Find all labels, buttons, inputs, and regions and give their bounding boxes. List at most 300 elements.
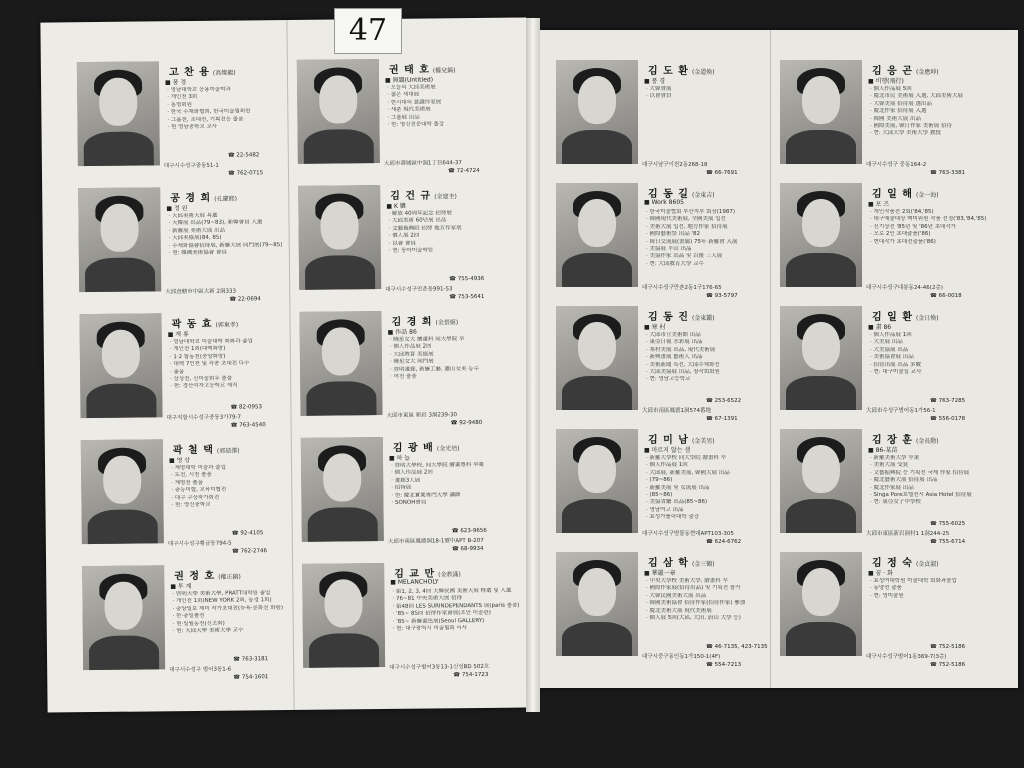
- career-line: · 신기상전 '85년 및 '86년 초대작가: [870, 224, 1016, 231]
- artist-photo: [78, 187, 161, 292]
- career-line: · 영남여고 出品: [646, 507, 792, 514]
- right-page: [534, 30, 1018, 688]
- career-line: · 慶北作家展 出品: [870, 485, 1016, 492]
- career-line: · 新興畫展 藝術人 出品: [646, 354, 792, 361]
- career-line: · 招待出展 出品 多數: [870, 362, 1016, 369]
- artist-address: 대구시수성구만촌동991-53: [385, 286, 453, 293]
- artist-entry: [556, 552, 792, 676]
- career-line: · 현: 大邱大學 美術大學 교수: [173, 627, 319, 636]
- artist-name: [170, 189, 237, 205]
- career-line: · 大邱美術大展 특選: [168, 212, 314, 221]
- career-line: · 慶北美術大展 現代美術展: [646, 608, 792, 615]
- page-number: 47: [334, 8, 402, 54]
- artist-entry: [556, 60, 792, 184]
- artist-address: 대구시수성구중동51-1: [163, 162, 219, 170]
- phone-number: ☎ 554-7213: [706, 662, 741, 668]
- artwork-title: ■ K 孃: [386, 201, 406, 210]
- artwork-title: ■ 포 즈: [868, 199, 889, 208]
- career-line: · 曉星女大 同門展: [390, 358, 536, 367]
- career-list: [172, 590, 318, 636]
- career-line: · 오늘의 大邱美術展: [387, 83, 533, 92]
- career-line: · 1·2 합동전(중앙화랑): [170, 353, 316, 362]
- artist-name: [171, 315, 238, 331]
- artwork-title: ■ 華嚴一章: [644, 568, 676, 577]
- career-line: · 個人展 2回: [389, 232, 535, 241]
- career-line: · 招待展: [391, 484, 537, 493]
- career-line: · 美協省廳 出品(85~86): [646, 499, 792, 506]
- career-line: · 현 영남중학교 교사: [167, 123, 313, 132]
- artwork-title: ■ Work 8605: [644, 199, 684, 206]
- artist-photo: [556, 306, 638, 410]
- artist-entry: [780, 429, 1016, 553]
- artist-name: [648, 431, 715, 446]
- career-line: · 韓國 美術大展 出品: [870, 116, 1016, 123]
- career-line: · SONOH會員: [391, 498, 537, 507]
- artist-entry: [556, 306, 792, 430]
- artist-entry: [299, 309, 536, 435]
- career-line: · 東亞日報 水彩展 出品: [646, 339, 792, 346]
- phone-number: ☎ 755-6714: [930, 539, 965, 545]
- artist-name: [648, 308, 715, 323]
- artist-entry: [298, 183, 535, 309]
- artist-entry: [81, 438, 318, 564]
- career-line: · 현: 동아미술학원: [389, 246, 535, 255]
- career-list: [870, 455, 1016, 507]
- artist-photo: [780, 306, 862, 410]
- phone-number: ☎ 68-9934: [452, 546, 484, 552]
- artwork-title: ■ MELANCHOLY: [390, 578, 438, 586]
- artist-entry: [780, 552, 1016, 676]
- phone-number: ☎ 92-4105: [232, 530, 264, 536]
- career-line: · 그룹전, 초대전, 기획전등 출품: [167, 115, 313, 124]
- artist-name-hanja: (金東鎭): [691, 315, 715, 322]
- artist-name-text: 김 경 희: [391, 316, 433, 328]
- artist-address: 대구시중구동인동1가150-1(4F): [642, 654, 721, 660]
- artist-name: [169, 63, 236, 79]
- artist-address: 大邱直轄市中區大新 2洞333: [165, 288, 237, 296]
- career-list: [390, 335, 536, 381]
- artist-name-hanja: (金道煥): [691, 69, 715, 76]
- career-line: · 새춘 現代美術展: [387, 106, 533, 115]
- artist-address: 대구시수성구범물동현대APT103-305: [642, 531, 734, 537]
- career-line: · (79~86): [646, 477, 792, 484]
- career-list: [870, 209, 1016, 246]
- artist-name: [173, 441, 240, 457]
- book-gutter: [526, 18, 540, 712]
- artist-photo: [77, 61, 160, 166]
- artist-name-text: 김 장 훈: [872, 435, 913, 446]
- phone-number: ☎ 754-1601: [233, 674, 268, 680]
- phone-number: ☎ 762-2746: [232, 548, 267, 554]
- career-line: · 慶北市民 美術展 入選, 大邱美術大展: [870, 93, 1016, 100]
- career-line: · 韓日交流展(畫廊) 75年 新羅會 入展: [646, 239, 792, 246]
- artist-name: [390, 186, 457, 202]
- career-line: · 대백 7인전 및 각종 초대전 다수: [170, 360, 316, 369]
- career-line: · 상상전, 신미술회우 출품: [170, 375, 316, 384]
- artist-name-text: 김 미 남: [648, 435, 689, 446]
- career-line: · 個人作品展 5回: [870, 86, 1016, 93]
- career-line: · 영남대학교 미술대학 회화과 졸업: [170, 338, 316, 347]
- career-line: · 畫廊3人展: [391, 476, 537, 485]
- artist-entry: [82, 564, 319, 690]
- career-line: · 현대작가 초대전출품('86): [870, 239, 1016, 246]
- career-line: · 個人作品展 1回: [870, 332, 1016, 339]
- career-line: · 현: 영신전문대학 출강: [387, 120, 533, 129]
- career-line: · 大邱展, 新羅美展, 韓國大展 出品: [646, 470, 792, 477]
- career-line: · 解放 40周年記念 招待展: [388, 209, 534, 218]
- artwork-title: ■ 畫 86: [868, 322, 891, 331]
- career-line: · 大邱市立美術館 出品: [646, 332, 792, 339]
- career-line: · 文藝振興院 招待 地方作家展: [389, 224, 535, 233]
- artist-name-text: 김 건 규: [390, 190, 432, 202]
- phone-number: ☎ 763-3381: [930, 170, 965, 176]
- artist-photo: [556, 60, 638, 164]
- phone-number: ☎ 763-4540: [231, 422, 266, 428]
- career-line: · 啓明畫廊, 新羅工藝, 靈山女美 등수: [390, 365, 536, 374]
- career-line: · 출품: [170, 367, 316, 376]
- career-line: · 영남대학교 응용미술학과: [167, 86, 313, 95]
- career-line: · 현: 대구미술실 교사: [870, 369, 1016, 376]
- career-line: · 동명회원: [167, 101, 313, 110]
- artist-address: 대구시수성구황금동794-5: [167, 540, 232, 548]
- artist-photo: [556, 183, 638, 287]
- artist-address: 대구시수성구 범어3동1-6: [169, 666, 232, 674]
- phone-number: ☎ 22-0694: [229, 296, 261, 302]
- artist-address: 대구시수성구 중동164-2: [866, 162, 927, 168]
- artist-address: 大邱市南區鳳德洞18-1號中APT B-207: [387, 537, 484, 545]
- career-line: · 曉星女大 繪畫科 同大學院 卒: [390, 335, 536, 344]
- artist-photo: [302, 563, 385, 668]
- career-list: [167, 86, 313, 132]
- artist-photo: [780, 183, 862, 287]
- career-line: · 個人作品展 2回: [391, 469, 537, 478]
- artist-name-text: 김 정 숙: [872, 558, 913, 569]
- phone-number: ☎ 624-6762: [706, 539, 741, 545]
- career-line: · 個人作品展 1回: [646, 462, 792, 469]
- career-line: · 개인전 1회(NEW YORK 2회, 동경 1회): [172, 597, 318, 606]
- career-line: · 美協展 平山 出品: [646, 246, 792, 253]
- career-line: · 효성가톨릭대학 출강: [646, 514, 792, 521]
- career-line: · Singa Pore호텔전시 Asia Hotel 招待展: [870, 492, 1016, 499]
- career-line: · 효성여대학원 미술대학 회화과졸업: [870, 578, 1016, 585]
- career-list: [392, 587, 538, 633]
- artist-photo: [780, 429, 862, 533]
- career-list: [391, 461, 537, 507]
- career-line: · 현: 慶北實業專門大學 講師: [391, 491, 537, 500]
- career-line: · 중앙일보 제미 작가초대전(뉴욕·문화전 화랑): [173, 604, 319, 613]
- artist-photo: [79, 313, 162, 418]
- career-line: · 韓國現代美術展, 全國美展 입선: [646, 216, 792, 223]
- career-line: · 여전 출품: [390, 372, 536, 381]
- artwork-title: ■ 풍 경: [165, 77, 186, 86]
- artist-photo: [556, 552, 638, 656]
- artist-name: [872, 308, 939, 323]
- artist-name-hanja: (金一海): [915, 192, 939, 199]
- career-line: · 76~81 中央美術大展 招待: [392, 595, 538, 604]
- artist-entry: [556, 429, 792, 553]
- artist-entry: [78, 186, 315, 312]
- artist-name: [872, 554, 939, 569]
- artist-photo: [297, 59, 380, 164]
- artist-address: 대구시남구이천2동268-18: [642, 162, 708, 168]
- career-list: [870, 86, 1016, 138]
- career-line: · 현: 영남고등학교: [646, 376, 792, 383]
- phone-number: ☎ 753-5641: [449, 294, 484, 300]
- career-line: · 동양전 출품: [870, 585, 1016, 592]
- career-line: · (85~86): [646, 492, 792, 499]
- career-line: · 도전, 시전 출품: [171, 471, 317, 480]
- artwork-title: ■ 영 상: [169, 455, 190, 464]
- artist-name: [872, 185, 939, 200]
- artist-name: [648, 554, 715, 569]
- artist-address: 大邱市南區鳳德1洞574番地: [642, 408, 711, 414]
- artist-photo: [556, 429, 638, 533]
- career-line: · '85~ 85回 招待作家會展(조안 미술관): [393, 610, 539, 619]
- career-line: · 韓國美術協會 招待作家(招待作家) 參加: [646, 600, 792, 607]
- career-list: [870, 332, 1016, 376]
- phone-number: ☎ 763-7285: [930, 398, 965, 404]
- artist-photo: [299, 311, 382, 416]
- career-line: · 新羅美展 및 女流展 出品: [646, 485, 792, 492]
- career-line: · 大邱教育 美協展: [390, 350, 536, 359]
- artist-photo: [81, 439, 164, 544]
- phone-number: ☎ 92-9480: [451, 420, 483, 426]
- career-line: · 個人展 5回(大邱, 大田, 蔚山 大學 등): [646, 615, 792, 622]
- career-line: · 현: 大邱教育大學 교수: [646, 261, 792, 268]
- phone-number: ☎ 93-5797: [706, 293, 738, 299]
- career-line: · 大韓展 出品(79~83), 新韓會員 入選: [168, 219, 314, 228]
- career-line: · 대구 구상작가회전: [171, 493, 317, 502]
- career-line: · 寒村美展 出品, 現代美術展: [646, 347, 792, 354]
- phone-number: ☎ 556-0178: [930, 416, 965, 422]
- artist-name-text: 권 태 호: [388, 64, 430, 76]
- career-line: · 國際藝術祭 出品 '82: [646, 231, 792, 238]
- career-line: · 大韓會展: [646, 86, 792, 93]
- artist-name-text: 김 광 배: [392, 442, 434, 454]
- artist-name-text: 고 찬 용: [168, 66, 210, 79]
- artist-name-hanja: (金教滿): [438, 571, 461, 579]
- career-line: · 大韓美展 招待展 選出品: [870, 101, 1016, 108]
- career-list: [168, 212, 314, 258]
- phone-number: ☎ 755-4936: [449, 276, 484, 282]
- artist-address: 大邱市東區新岩洞村1 1洞244-25: [866, 531, 950, 537]
- artwork-title: ■ 마르지 않는 샘: [644, 445, 690, 454]
- phone-number: ☎ 66-7691: [706, 170, 738, 176]
- career-line: · 중등미협, 교육미협전: [171, 486, 317, 495]
- artist-photo: [780, 552, 862, 656]
- phone-number: ☎ 755-6025: [930, 521, 965, 527]
- career-line: · 大邱美協展 出品, 창작회회원: [646, 369, 792, 376]
- artist-name-text: 김 동 진: [648, 312, 689, 323]
- phone-number: ☎ 752-5186: [930, 662, 965, 668]
- career-line: · 慶北藝術大展 招待展 出品: [870, 477, 1016, 484]
- career-line: · 현: 대구광역시 미술협회 이사: [393, 624, 539, 633]
- artwork-title: ■ 투 계: [170, 581, 191, 590]
- artist-name-hanja: (郭喆澤): [216, 447, 240, 455]
- career-line: · 현·일월농전(신조회): [173, 619, 319, 628]
- career-line: · 美協作家 出品 및 以後 三人展: [646, 253, 792, 260]
- artist-name-hanja: (權兌鎬): [432, 67, 456, 75]
- artist-entry: [780, 306, 1016, 430]
- artist-entry: [302, 561, 539, 687]
- artist-address: 대구시수성구대봉동24-46(2층): [866, 285, 943, 291]
- career-line: · 美術大展 受賞: [870, 462, 1016, 469]
- artwork-title: ■ 作品 86: [388, 327, 417, 336]
- artist-photo: [82, 565, 165, 670]
- artist-address: 大邱市수성구범어동1가56-1: [866, 408, 936, 414]
- career-line: · 개인전 1회(대백화랑): [170, 345, 316, 354]
- artist-photo: [301, 437, 384, 542]
- career-line: · 文藝振興院 등 기획전 국제 作家 招待展: [870, 470, 1016, 477]
- career-line: · 젊은 세대展: [387, 91, 533, 100]
- career-list: [387, 83, 533, 129]
- artist-name-text: 공 경 희: [170, 192, 212, 205]
- left-page: [40, 17, 533, 712]
- artwork-title: ■ 꿈 · 화: [868, 568, 893, 577]
- artist-name: [389, 60, 456, 76]
- career-line: · 啓明大學 美術大學, PRATT대학원 졸업: [172, 590, 318, 599]
- artist-name: [174, 566, 241, 582]
- artist-name-hanja: (孔慶熙): [214, 195, 237, 203]
- career-line: · 현: 東亞女子中學校: [870, 499, 1016, 506]
- career-line: · 大邱美術 60년展 出品: [388, 217, 534, 226]
- artist-name-hanja: (金貞淑): [915, 561, 939, 568]
- career-line: · 개인전 3회: [167, 93, 313, 102]
- artist-entry: [301, 435, 538, 561]
- artist-name-hanja: (金景姬): [435, 319, 459, 327]
- artwork-title: ■ 정 원: [166, 203, 187, 212]
- artist-address: 대구시수성구범어1동369-7(3층): [866, 654, 947, 660]
- artist-photo: [780, 60, 862, 164]
- phone-number: ☎ 754-1723: [453, 672, 488, 678]
- career-line: · 中央大學校 美術大學, 繪畫科 卒: [646, 578, 792, 585]
- artist-name-text: 김 교 만: [394, 568, 436, 580]
- phone-number: ☎ 22-5482: [228, 152, 260, 158]
- career-line: · 以會會員: [646, 93, 792, 100]
- artist-entry: [77, 60, 314, 186]
- career-list: [170, 338, 317, 391]
- career-line: · 大韓民國美術大展 出品: [646, 593, 792, 600]
- artist-name-hanja: (權正鎬): [218, 573, 241, 581]
- career-line: · 개인작품전 2회('84,'85): [870, 209, 1016, 216]
- career-line: · 第48回 LES SURINDEPENDANTS 展(paris 출품): [393, 602, 539, 611]
- artist-name-hanja: (金東吉): [691, 192, 715, 199]
- artwork-title: ■ 無題(Untitled): [385, 74, 433, 84]
- career-line: · 오로 2인 초대출품('86): [870, 231, 1016, 238]
- career-line: · 美術協會展 出品: [870, 354, 1016, 361]
- artist-entry: [297, 57, 534, 183]
- career-line: · 한국미술협회 부산지부 회장(1987): [646, 209, 792, 216]
- artist-name-hanja: (金應坤): [915, 69, 939, 76]
- career-line: · 한·중일출전: [173, 612, 319, 621]
- artist-name: [872, 62, 939, 77]
- artwork-title: ■ 계 류: [168, 329, 189, 338]
- phone-number: ☎ 763-3181: [233, 656, 268, 662]
- career-list: [388, 209, 534, 255]
- career-line: · 현: 경산여자고등학교 재직: [170, 382, 316, 391]
- artist-name-text: 김 동 길: [648, 189, 689, 200]
- career-line: · 國際作家展(招待出品) 및 기획전 참가: [646, 585, 792, 592]
- career-line: · 대구예술대상 백미위원 작품 선정('83,'84,'85): [870, 216, 1016, 223]
- artist-name-hanja: (金美男): [691, 438, 715, 445]
- artist-entry: [780, 60, 1016, 184]
- career-line: · 大美協展 出品: [870, 347, 1016, 354]
- career-line: · 新羅美術大學 卒業: [870, 455, 1016, 462]
- artist-name-text: 곽 동 효: [171, 318, 213, 331]
- career-line: · 國際美展, 韓日作家 美術展 招待: [870, 123, 1016, 130]
- artwork-title: ■ 비행(飛行): [868, 76, 904, 85]
- career-line: · 新羅展 美術大展 出品: [169, 227, 315, 236]
- career-line: · 계명전 출품: [171, 479, 317, 488]
- career-line: · '85~ 新羅畫色展(Seoul GALLERY): [393, 617, 539, 626]
- career-line: · 以會 會員: [389, 239, 535, 248]
- artist-name-text: 권 정 호: [174, 570, 216, 583]
- artist-name: [391, 312, 458, 328]
- artist-address: 대구직할시수성구중동3가79-7: [166, 414, 242, 422]
- career-line: · 현: 영미술원: [870, 593, 1016, 600]
- artist-name: [393, 438, 460, 454]
- artwork-title: ■ 寒 村: [644, 322, 666, 331]
- career-list: [171, 464, 317, 510]
- artist-name-hanja: (郭東孝): [215, 321, 239, 329]
- artist-address: 대구시수성구범어3동13-1신성BD 502호: [389, 663, 490, 671]
- phone-number: ☎ 762-0715: [228, 170, 263, 176]
- career-line: · 慶北作家 招待展 入選: [870, 108, 1016, 115]
- artist-name-hanja: (金光培): [436, 445, 460, 453]
- artist-name-text: 김 응 곤: [872, 66, 913, 77]
- artist-entry: [556, 183, 792, 307]
- phone-number: ☎ 82-0953: [230, 404, 262, 410]
- artist-photo: [298, 185, 381, 290]
- phone-number: ☎ 623-9656: [452, 528, 487, 534]
- phone-number: ☎ 66-0018: [930, 293, 962, 299]
- artist-name-hanja: (金長勳): [915, 438, 939, 445]
- artist-name-hanja: (金三鶴): [691, 561, 715, 568]
- artist-entry: [780, 183, 1016, 307]
- artist-address: 大邱市壽城區中洞1丁目644-37: [383, 160, 462, 167]
- artist-name-text: 김 일 환: [872, 312, 913, 323]
- career-list: [870, 578, 1016, 600]
- artist-name-hanja: (金日煥): [915, 315, 939, 322]
- career-line: · 美術大展 입선, 地方作家 招待展: [646, 224, 792, 231]
- artwork-title: ■ 하 늘: [389, 453, 410, 462]
- artist-name: [648, 62, 715, 77]
- artist-entry: [79, 312, 316, 438]
- career-line: · 현: 大邱大學 美術大學 教授: [870, 130, 1016, 137]
- career-line: · 한국 수채화협회, 한국미술협회원: [167, 108, 313, 117]
- artist-name-text: 김 삼 학: [648, 558, 689, 569]
- artist-name-text: 김 일 해: [872, 189, 913, 200]
- artist-name: [872, 431, 939, 446]
- career-line: · 個人作品展 2回: [390, 343, 536, 352]
- career-line: · 현시대의 意識作家展: [387, 98, 533, 107]
- career-line: · 美術新聞 특선, 大邱수채화전: [646, 362, 792, 369]
- career-line: · 현: 韓國美術協會 會員: [169, 249, 315, 258]
- artist-name-text: 곽 철 택: [172, 444, 214, 457]
- career-line: · 啓明大學校, 同大學院 繪畫專科 卒業: [391, 461, 537, 470]
- artist-name-text: 김 도 환: [648, 66, 689, 77]
- career-line: · 수채화協會招待展, 新羅大展 同門展(79~85): [169, 241, 315, 250]
- artist-name-hanja: (高燦龍): [212, 69, 236, 77]
- phone-number: ☎ 72-4724: [448, 168, 480, 174]
- phone-number: ☎ 253-6522: [706, 398, 741, 404]
- artist-address: 大邱市東區 新岩 3洞239-30: [386, 412, 458, 419]
- career-line: · 그룹展 出品: [387, 113, 533, 122]
- artist-name-hanja: (金建圭): [434, 193, 457, 201]
- career-line: · 大邱美協展(84, 85): [169, 234, 315, 243]
- artist-name: [648, 185, 715, 200]
- career-line: · 第1, 2, 3, 4回 大韓民國 美術大展 特選 및 入選: [392, 587, 538, 596]
